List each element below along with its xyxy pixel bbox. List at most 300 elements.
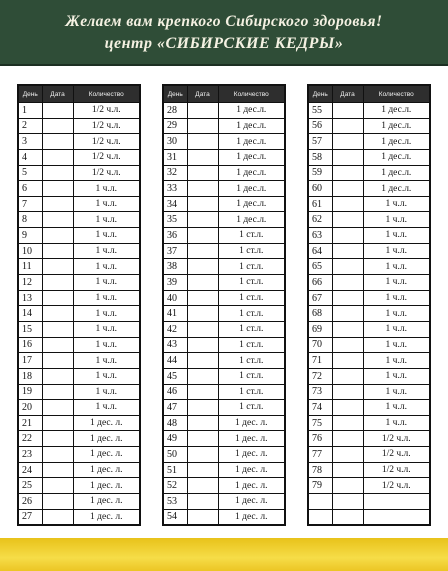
quantity-cell: 1 ст.л.: [218, 353, 285, 369]
table-row: [163, 275, 285, 291]
table-row: [163, 494, 285, 510]
date-cell: [332, 384, 363, 400]
date-cell: [332, 494, 363, 510]
date-cell: [187, 447, 218, 463]
header-day: День: [163, 85, 187, 103]
day-cell: 71: [308, 353, 332, 369]
quantity-cell: 1 дес. л.: [218, 415, 285, 431]
quantity-cell: 1 ч.л.: [363, 275, 430, 291]
table-header-row: [163, 85, 285, 103]
day-cell: 29: [163, 118, 187, 134]
date-cell: [42, 149, 73, 165]
date-cell: [332, 275, 363, 291]
date-cell: [42, 447, 73, 463]
quantity-cell: 1 дес. л.: [218, 509, 285, 525]
day-cell: 49: [163, 431, 187, 447]
day-cell: 26: [18, 494, 42, 510]
day-cell: 7: [18, 196, 42, 212]
banner-greeting: Желаем вам крепкого Сибирского здоровья!: [65, 13, 383, 30]
quantity-cell: 1 дес.л.: [218, 196, 285, 212]
quantity-cell: 1 дес.л.: [218, 103, 285, 119]
day-cell: 56: [308, 118, 332, 134]
date-cell: [42, 196, 73, 212]
table-row: [18, 368, 140, 384]
day-cell: 27: [18, 509, 42, 525]
date-cell: [42, 478, 73, 494]
day-cell: 64: [308, 243, 332, 259]
table-row: [18, 447, 140, 463]
date-cell: [187, 400, 218, 416]
quantity-cell: 1 ч.л.: [73, 196, 140, 212]
table-row: [308, 337, 430, 353]
day-cell: 67: [308, 290, 332, 306]
quantity-cell: 1/2 ч.л.: [73, 149, 140, 165]
quantity-cell: 1 ч.л.: [363, 384, 430, 400]
quantity-cell: 1 ч.л.: [363, 400, 430, 416]
quantity-cell: 1 ч.л.: [363, 368, 430, 384]
quantity-cell: 1 ч.л.: [73, 353, 140, 369]
quantity-cell: 1 дес. л.: [218, 478, 285, 494]
day-cell: 48: [163, 415, 187, 431]
table-row: [18, 400, 140, 416]
date-cell: [42, 462, 73, 478]
date-cell: [187, 384, 218, 400]
quantity-cell: 1 ч.л.: [73, 275, 140, 291]
day-cell: 33: [163, 181, 187, 197]
day-cell: 20: [18, 400, 42, 416]
day-cell: 54: [163, 509, 187, 525]
day-cell: 12: [18, 275, 42, 291]
date-cell: [42, 353, 73, 369]
table-row: [18, 259, 140, 275]
date-cell: [42, 228, 73, 244]
day-cell: 79: [308, 478, 332, 494]
quantity-cell: 1 ч.л.: [363, 290, 430, 306]
day-cell: 41: [163, 306, 187, 322]
day-cell: 75: [308, 415, 332, 431]
day-cell: 68: [308, 306, 332, 322]
table-row: [18, 103, 140, 119]
date-cell: [42, 384, 73, 400]
quantity-cell: 1 ст.л.: [218, 321, 285, 337]
table-row: [18, 431, 140, 447]
quantity-cell: 1 дес. л.: [218, 462, 285, 478]
quantity-cell: 1 дес.л.: [363, 181, 430, 197]
day-cell: 14: [18, 306, 42, 322]
quantity-cell: 1 ч.л.: [73, 384, 140, 400]
date-cell: [187, 259, 218, 275]
table-row: [308, 259, 430, 275]
day-cell: [308, 509, 332, 525]
table-row: [18, 243, 140, 259]
day-cell: 46: [163, 384, 187, 400]
quantity-cell: 1 ч.л.: [73, 212, 140, 228]
date-cell: [187, 149, 218, 165]
quantity-cell: 1 дес.л.: [363, 118, 430, 134]
quantity-cell: 1/2 ч.л.: [363, 462, 430, 478]
table-row: [308, 478, 430, 494]
table-row: [18, 509, 140, 525]
quantity-cell: 1 ч.л.: [363, 243, 430, 259]
date-cell: [332, 212, 363, 228]
date-cell: [42, 103, 73, 119]
day-cell: 2: [18, 118, 42, 134]
quantity-cell: 1 ст.л.: [218, 290, 285, 306]
table-row: [18, 478, 140, 494]
table-row: [163, 196, 285, 212]
table-row: [18, 134, 140, 150]
table-row: [18, 306, 140, 322]
header-day: День: [18, 85, 42, 103]
quantity-cell: 1 ч.л.: [73, 243, 140, 259]
quantity-cell: 1 ст.л.: [218, 243, 285, 259]
date-cell: [42, 134, 73, 150]
quantity-cell: 1/2 ч.л.: [363, 447, 430, 463]
day-cell: 19: [18, 384, 42, 400]
quantity-cell: 1 ч.л.: [73, 259, 140, 275]
day-cell: 62: [308, 212, 332, 228]
quantity-cell: 1 ч.л.: [363, 415, 430, 431]
day-cell: 35: [163, 212, 187, 228]
table-row: [308, 118, 430, 134]
date-cell: [42, 321, 73, 337]
table-row: [163, 118, 285, 134]
quantity-cell: 1 ч.л.: [73, 228, 140, 244]
day-cell: 55: [308, 103, 332, 119]
date-cell: [187, 478, 218, 494]
dosage-schedule: [17, 84, 431, 528]
quantity-cell: 1 ч.л.: [73, 181, 140, 197]
table-row: [308, 290, 430, 306]
date-cell: [187, 494, 218, 510]
table-row: [163, 509, 285, 525]
date-cell: [42, 368, 73, 384]
date-cell: [332, 165, 363, 181]
date-cell: [187, 228, 218, 244]
date-cell: [332, 447, 363, 463]
table-row: [308, 509, 430, 525]
day-cell: 72: [308, 368, 332, 384]
date-cell: [332, 321, 363, 337]
quantity-cell: 1/2 ч.л.: [73, 134, 140, 150]
day-cell: 22: [18, 431, 42, 447]
day-cell: 17: [18, 353, 42, 369]
day-cell: 21: [18, 415, 42, 431]
date-cell: [187, 118, 218, 134]
day-cell: 78: [308, 462, 332, 478]
day-cell: 10: [18, 243, 42, 259]
date-cell: [42, 259, 73, 275]
table-row: [308, 353, 430, 369]
quantity-cell: 1 дес. л.: [73, 509, 140, 525]
day-cell: 28: [163, 103, 187, 119]
quantity-cell: 1 ч.л.: [73, 337, 140, 353]
date-cell: [332, 290, 363, 306]
quantity-cell: 1 дес. л.: [73, 478, 140, 494]
day-cell: 34: [163, 196, 187, 212]
day-cell: 30: [163, 134, 187, 150]
table-row: [308, 212, 430, 228]
table-row: [18, 353, 140, 369]
table-row: [163, 447, 285, 463]
day-cell: 69: [308, 321, 332, 337]
date-cell: [332, 196, 363, 212]
quantity-cell: 1 ч.л.: [73, 400, 140, 416]
day-cell: 65: [308, 259, 332, 275]
date-cell: [42, 275, 73, 291]
date-cell: [332, 306, 363, 322]
table-row: [308, 165, 430, 181]
table-row: [18, 415, 140, 431]
table-row: [18, 275, 140, 291]
day-cell: 6: [18, 181, 42, 197]
table-row: [163, 259, 285, 275]
date-cell: [187, 415, 218, 431]
day-cell: 44: [163, 353, 187, 369]
day-cell: 15: [18, 321, 42, 337]
quantity-cell: [363, 494, 430, 510]
quantity-cell: 1 ч.л.: [73, 368, 140, 384]
date-cell: [332, 134, 363, 150]
table-row: [308, 275, 430, 291]
quantity-cell: 1 ст.л.: [218, 275, 285, 291]
quantity-cell: 1 дес.л.: [363, 134, 430, 150]
table-row: [308, 196, 430, 212]
quantity-cell: 1 ч.л.: [363, 196, 430, 212]
quantity-cell: 1 ч.л.: [73, 321, 140, 337]
day-cell: 11: [18, 259, 42, 275]
table-row: [163, 306, 285, 322]
table-row: [163, 149, 285, 165]
date-cell: [332, 509, 363, 525]
quantity-cell: 1 ч.л.: [363, 212, 430, 228]
quantity-cell: 1 ст.л.: [218, 259, 285, 275]
date-cell: [332, 478, 363, 494]
quantity-cell: 1 ст.л.: [218, 228, 285, 244]
date-cell: [42, 494, 73, 510]
day-cell: 13: [18, 290, 42, 306]
table-row: [308, 321, 430, 337]
footer-band: [0, 538, 448, 571]
day-cell: 31: [163, 149, 187, 165]
quantity-cell: 1/2 ч.л.: [363, 431, 430, 447]
table-row: [308, 368, 430, 384]
table-row: [18, 384, 140, 400]
date-cell: [187, 165, 218, 181]
quantity-cell: 1 дес. л.: [218, 447, 285, 463]
day-cell: 57: [308, 134, 332, 150]
quantity-cell: 1 дес.л.: [218, 134, 285, 150]
header-date: Дата: [42, 85, 73, 103]
quantity-cell: 1 ч.л.: [363, 337, 430, 353]
table-row: [18, 196, 140, 212]
date-cell: [42, 509, 73, 525]
table-row: [163, 431, 285, 447]
table-row: [308, 149, 430, 165]
day-cell: 50: [163, 447, 187, 463]
date-cell: [42, 212, 73, 228]
day-cell: 47: [163, 400, 187, 416]
day-cell: 74: [308, 400, 332, 416]
date-cell: [42, 181, 73, 197]
table-row: [308, 384, 430, 400]
date-cell: [42, 243, 73, 259]
day-cell: 4: [18, 149, 42, 165]
schedule-table-2: [162, 84, 286, 526]
date-cell: [332, 259, 363, 275]
date-cell: [187, 368, 218, 384]
table-row: [18, 228, 140, 244]
table-row: [163, 478, 285, 494]
table-header-row: [18, 85, 140, 103]
day-cell: 39: [163, 275, 187, 291]
table-row: [163, 212, 285, 228]
day-cell: 76: [308, 431, 332, 447]
table-header-row: [308, 85, 430, 103]
quantity-cell: 1 дес.л.: [218, 212, 285, 228]
table-row: [163, 134, 285, 150]
date-cell: [332, 462, 363, 478]
quantity-cell: 1 ч.л.: [73, 290, 140, 306]
date-cell: [42, 306, 73, 322]
quantity-cell: 1 дес.л.: [218, 165, 285, 181]
quantity-cell: 1 ч.л.: [363, 321, 430, 337]
quantity-cell: 1 дес. л.: [73, 447, 140, 463]
day-cell: [308, 494, 332, 510]
day-cell: 37: [163, 243, 187, 259]
table-row: [18, 165, 140, 181]
date-cell: [187, 509, 218, 525]
date-cell: [42, 400, 73, 416]
date-cell: [187, 196, 218, 212]
table-row: [18, 212, 140, 228]
date-cell: [187, 290, 218, 306]
date-cell: [332, 431, 363, 447]
date-cell: [332, 337, 363, 353]
date-cell: [332, 415, 363, 431]
date-cell: [42, 290, 73, 306]
date-cell: [187, 337, 218, 353]
day-cell: 1: [18, 103, 42, 119]
quantity-cell: 1 ст.л.: [218, 400, 285, 416]
table-row: [163, 181, 285, 197]
table-row: [163, 243, 285, 259]
header-day: День: [308, 85, 332, 103]
quantity-cell: 1 дес. л.: [73, 462, 140, 478]
date-cell: [187, 353, 218, 369]
quantity-cell: 1 дес.л.: [218, 118, 285, 134]
date-cell: [332, 103, 363, 119]
table-row: [163, 368, 285, 384]
date-cell: [187, 243, 218, 259]
table-row: [163, 353, 285, 369]
date-cell: [187, 431, 218, 447]
day-cell: 24: [18, 462, 42, 478]
table-row: [18, 494, 140, 510]
schedule-table-3: [307, 84, 431, 526]
quantity-cell: 1 дес.л.: [363, 149, 430, 165]
table-row: [18, 337, 140, 353]
header-banner: [0, 0, 448, 66]
day-cell: 40: [163, 290, 187, 306]
banner-center-name: центр «СИБИРСКИЕ КЕДРЫ»: [104, 35, 344, 52]
date-cell: [332, 228, 363, 244]
header-quantity: Количество: [363, 85, 430, 103]
date-cell: [332, 118, 363, 134]
day-cell: 36: [163, 228, 187, 244]
day-cell: 16: [18, 337, 42, 353]
quantity-cell: 1 дес.л.: [218, 149, 285, 165]
date-cell: [187, 462, 218, 478]
quantity-cell: 1/2 ч.л.: [73, 103, 140, 119]
day-cell: 45: [163, 368, 187, 384]
date-cell: [42, 415, 73, 431]
day-cell: 59: [308, 165, 332, 181]
table-row: [18, 181, 140, 197]
day-cell: 43: [163, 337, 187, 353]
date-cell: [187, 321, 218, 337]
day-cell: 18: [18, 368, 42, 384]
table-row: [308, 103, 430, 119]
header-date: Дата: [187, 85, 218, 103]
table-row: [308, 431, 430, 447]
table-row: [308, 134, 430, 150]
day-cell: 3: [18, 134, 42, 150]
date-cell: [42, 337, 73, 353]
day-cell: 8: [18, 212, 42, 228]
day-cell: 51: [163, 462, 187, 478]
table-row: [18, 290, 140, 306]
date-cell: [187, 212, 218, 228]
table-row: [308, 447, 430, 463]
quantity-cell: 1 ч.л.: [363, 353, 430, 369]
date-cell: [332, 149, 363, 165]
date-cell: [42, 165, 73, 181]
quantity-cell: [363, 509, 430, 525]
day-cell: 32: [163, 165, 187, 181]
table-row: [18, 321, 140, 337]
day-cell: 23: [18, 447, 42, 463]
day-cell: 42: [163, 321, 187, 337]
quantity-cell: 1 дес. л.: [73, 494, 140, 510]
table-row: [163, 103, 285, 119]
date-cell: [332, 243, 363, 259]
day-cell: 63: [308, 228, 332, 244]
date-cell: [42, 431, 73, 447]
quantity-cell: 1/2 ч.л.: [73, 165, 140, 181]
date-cell: [42, 118, 73, 134]
quantity-cell: 1 ст.л.: [218, 368, 285, 384]
day-cell: 70: [308, 337, 332, 353]
date-cell: [332, 353, 363, 369]
table-row: [163, 400, 285, 416]
date-cell: [332, 400, 363, 416]
day-cell: 61: [308, 196, 332, 212]
quantity-cell: 1 ст.л.: [218, 384, 285, 400]
schedule-table-1: [17, 84, 141, 526]
quantity-cell: 1 ст.л.: [218, 337, 285, 353]
table-row: [163, 384, 285, 400]
quantity-cell: 1 ч.л.: [363, 306, 430, 322]
date-cell: [187, 306, 218, 322]
table-row: [163, 415, 285, 431]
table-row: [163, 321, 285, 337]
quantity-cell: 1/2 ч.л.: [73, 118, 140, 134]
day-cell: 60: [308, 181, 332, 197]
table-row: [308, 462, 430, 478]
header-quantity: Количество: [218, 85, 285, 103]
day-cell: 9: [18, 228, 42, 244]
